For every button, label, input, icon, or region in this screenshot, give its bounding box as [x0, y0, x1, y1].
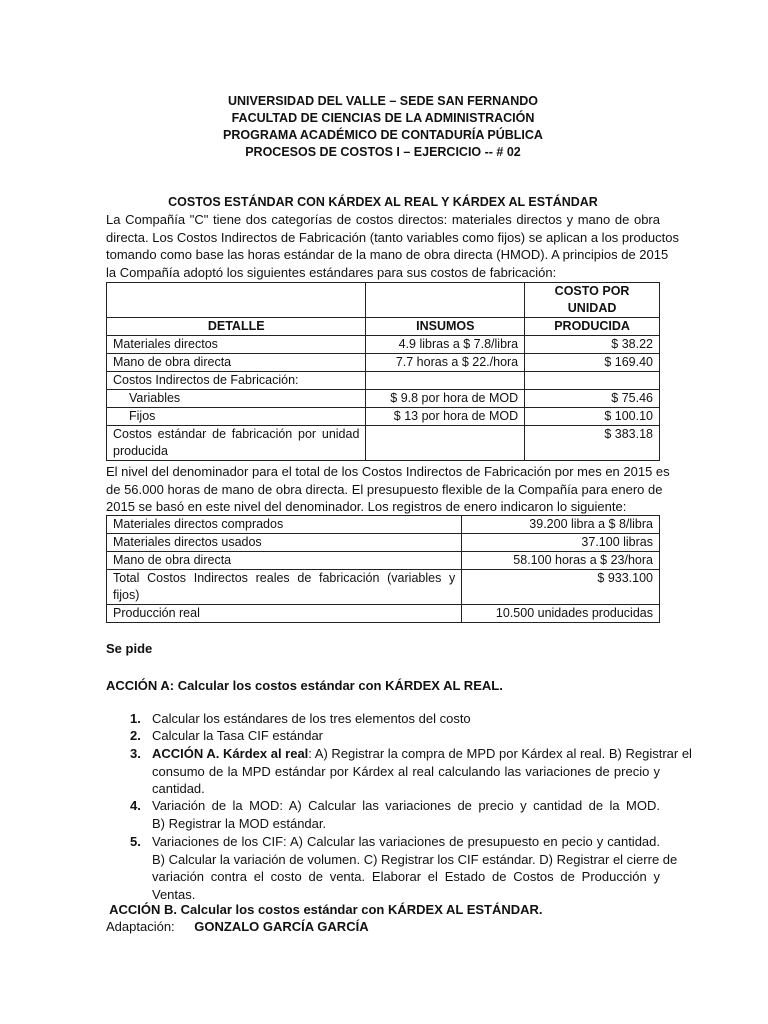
item-number: 4.: [130, 798, 141, 813]
detalle-cell: Materiales directos: [107, 336, 366, 354]
detalle-cell: Fijos: [107, 408, 366, 426]
detalle-cell: Variables: [107, 390, 366, 408]
para-line: 2015 se basó en este nivel del denominador. Los registros de enero indicaron lo siguiente:: [106, 499, 627, 514]
table-row: [107, 534, 660, 552]
faculty-name: FACULTAD DE CIENCIAS DE LA ADMINISTRACIÓN: [231, 111, 535, 125]
adaptacion-label: Adaptación:: [106, 919, 175, 934]
record-value: 37.100 libras: [462, 534, 660, 552]
header-costo-unidad: COSTO POR UNIDAD: [525, 283, 660, 318]
table-row: [107, 408, 660, 426]
record-label: Producción real: [107, 605, 462, 623]
para-line: El nivel del denominador para el total de los Costos Indirectos de Fabricación por mes en 2015 es: [106, 464, 670, 479]
cif-label-line1: Total Costos Indirectos reales de fabricación (variables y: [113, 571, 456, 585]
record-value: $ 933.100: [462, 570, 660, 605]
january-records-table: [106, 515, 660, 623]
record-label: [107, 570, 462, 605]
item-text: ACCIÓN A. Kárdex al real: A) Registrar la compra de MPD por Kárdex al real. B) Registrar el consumo de la MPD estándar por Kárdex al real calculando las variaciones de precio y cantidad.: [152, 746, 692, 796]
total-label-line2: producida: [113, 444, 168, 458]
record-value: 10.500 unidades producidas: [462, 605, 660, 623]
item-number: 3.: [130, 746, 141, 761]
denominator-paragraph: [106, 463, 670, 516]
cif-label-line2: fijos): [113, 588, 140, 602]
para-line: de 56.000 horas de mano de obra directa. El presupuesto flexible de la Compañía para enero de: [106, 481, 663, 497]
item-text: Calcular la Tasa CIF estándar: [152, 728, 324, 743]
item-bold-lead: ACCIÓN A. Kárdex al real: [152, 746, 309, 761]
detalle-cell: [107, 426, 366, 461]
item-number: 5.: [130, 834, 141, 849]
costo-cell: [525, 372, 660, 390]
section-title: COSTOS ESTÁNDAR CON KÁRDEX AL REAL Y KÁRDEX AL ESTÁNDAR: [168, 195, 598, 209]
insumos-cell: $ 13 por hora de MOD: [366, 408, 525, 426]
item-text: Calcular los estándares de los tres elementos del costo: [152, 711, 471, 726]
header-detalle: DETALLE: [107, 318, 366, 336]
program-name: PROGRAMA ACADÉMICO DE CONTADURÍA PÚBLICA: [223, 128, 543, 142]
table-row: [107, 570, 660, 605]
header-producida: PRODUCIDA: [525, 318, 660, 336]
standards-table: [106, 282, 660, 461]
record-label: Mano de obra directa: [107, 552, 462, 570]
record-value: 39.200 libra a $ 8/libra: [462, 516, 660, 534]
insumos-cell: [366, 372, 525, 390]
intro-line: directa. Los Costos Indirectos de Fabricación (tanto variables como fijos) se aplican a los productos: [106, 229, 680, 245]
intro-line: la Compañía adoptó los siguientes estándares para sus costos de fabricación:: [106, 264, 557, 280]
item-text: Variaciones de los CIF: A) Calcular las variaciones de presupuesto en pecio y cantidad. B) Calcular la variación de volumen. C) Registrar los CIF estándar. D) Registrar el cierre de variación contra el costo de venta. Elaborar el Estado de Costos de Producción y Ventas.: [152, 834, 678, 902]
university-name: UNIVERSIDAD DEL VALLE – SEDE SAN FERNANDO: [228, 94, 538, 108]
insumos-cell: $ 9.8 por hora de MOD: [366, 390, 525, 408]
exercise-title: PROCESOS DE COSTOS I – EJERCICIO -- # 02: [245, 145, 521, 159]
insumos-cell: 7.7 horas a $ 22./hora: [366, 354, 525, 372]
adaptacion-line: [106, 918, 660, 936]
item-text: Variación de la MOD: A) Calcular las variaciones de precio y cantidad de la MOD. B) Registrar la MOD estándar.: [152, 798, 660, 831]
item-number: 2.: [130, 728, 141, 743]
table-row-total: [107, 426, 660, 461]
costo-cell: $ 169.40: [525, 354, 660, 372]
record-label: Materiales directos comprados: [107, 516, 462, 534]
se-pide-heading: Se pide: [106, 641, 153, 656]
costo-cell: $ 100.10: [525, 408, 660, 426]
item-number: 1.: [130, 711, 141, 726]
record-value: 58.100 horas a $ 23/hora: [462, 552, 660, 570]
table-row: [107, 354, 660, 372]
table-row: [107, 605, 660, 623]
detalle-cell: Mano de obra directa: [107, 354, 366, 372]
total-label-line1: Costos estándar de fabricación por unidad: [113, 427, 360, 441]
costo-cell: $ 38.22: [525, 336, 660, 354]
intro-line: La Compañía "C" tiene dos categorías de costos directos: materiales directos y mano de obra: [106, 212, 660, 227]
table-row: [107, 336, 660, 354]
record-label: Materiales directos usados: [107, 534, 462, 552]
costo-cell: $ 75.46: [525, 390, 660, 408]
table-row: [107, 372, 660, 390]
detalle-cell: Costos Indirectos de Fabricación:: [107, 372, 366, 390]
accion-b-heading: ACCIÓN B. Calcular los costos estándar con KÁRDEX AL ESTÁNDAR.: [106, 902, 543, 917]
accion-a-heading: ACCIÓN A: Calcular los costos estándar con KÁRDEX AL REAL.: [106, 678, 503, 693]
costo-cell: $ 383.18: [525, 426, 660, 461]
table-row: [107, 390, 660, 408]
intro-line: tomando como base las horas estándar de la mano de obra directa (HMOD). A principios de 2015: [106, 247, 669, 262]
intro-paragraph: [106, 211, 680, 281]
author-name: GONZALO GARCÍA GARCÍA: [194, 919, 369, 934]
table-row: [107, 552, 660, 570]
table-row: [107, 516, 660, 534]
insumos-cell: 4.9 libras a $ 7.8/libra: [366, 336, 525, 354]
header-insumos: INSUMOS: [366, 318, 525, 336]
